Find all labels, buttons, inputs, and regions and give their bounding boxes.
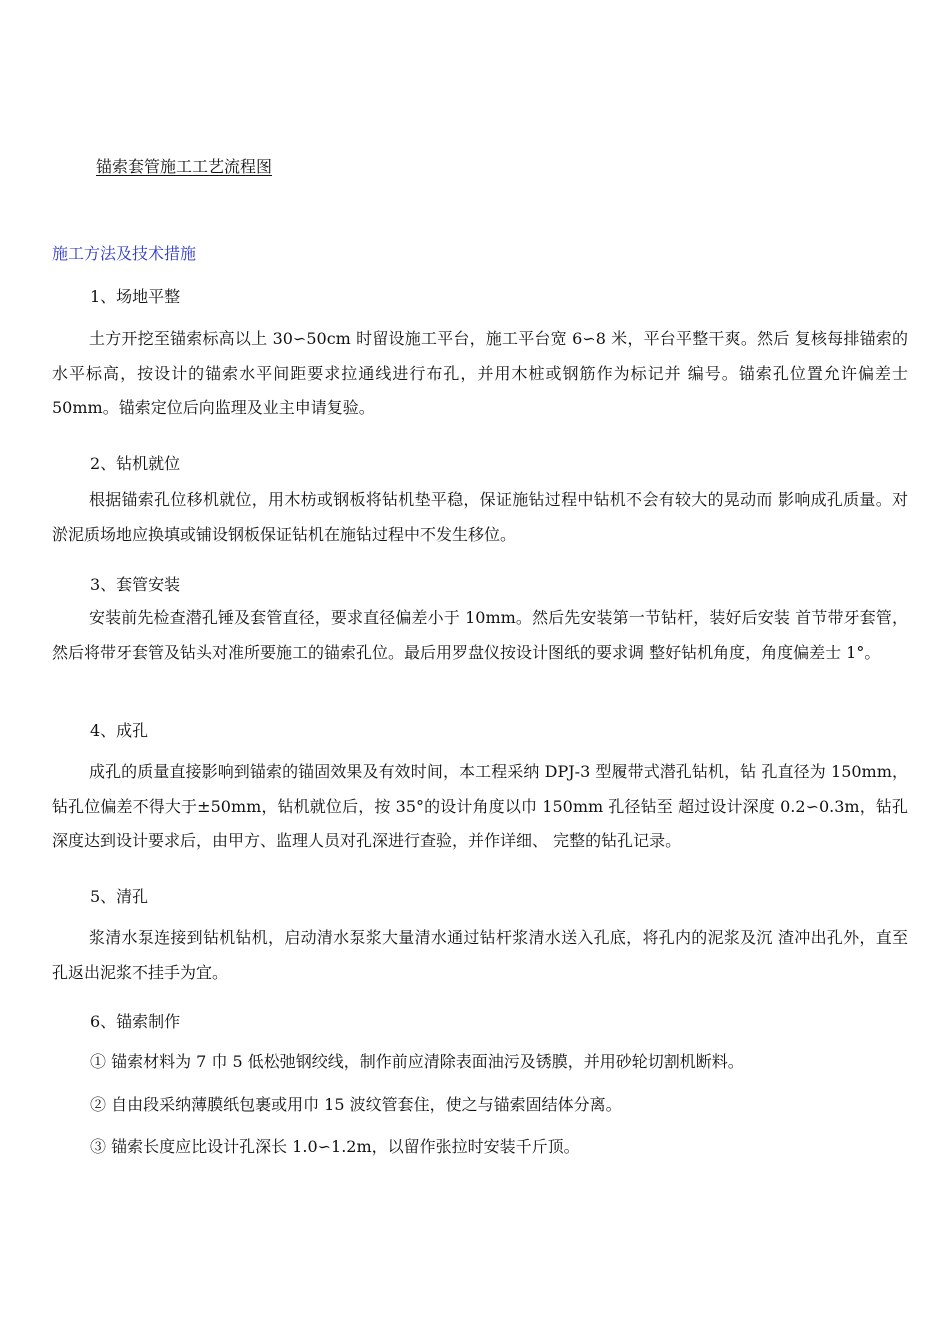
step-2-heading: 2、钻机就位 (90, 454, 181, 473)
step-6-item-3: ③ 锚索长度应比设计孔深长 1.0∽1.2m，以留作张拉时安装千斤顶。 (90, 1137, 580, 1156)
step-2-text: 根据锚索孔位移机就位，用木枋或钢板将钻机垫平稳，保证施钻过程中钻机不会有较大的晃动而 影响成孔质量。对淤泥质场地应换填或铺设钢板保证钻机在施钻过程中不发生移位。 (52, 490, 908, 544)
step-6-item-2: ② 自由段采纳薄膜纸包裹或用巾 15 波纹管套住，使之与锚索固结体分离。 (90, 1095, 622, 1114)
section-heading: 施工方法及技术措施 (52, 244, 197, 263)
step-3-heading: 3、套管安装 (90, 575, 181, 594)
step-4-heading: 4、成孔 (90, 721, 149, 740)
document-title: 锚索套管施工工艺流程图 (96, 157, 273, 176)
step-5-text: 浆清水泵连接到钻机钻机，启动清水泵浆大量清水通过钻杆浆清水送入孔底，将孔内的泥浆及沉 渣冲出孔外，直至孔返出泥浆不挂手为宜。 (52, 928, 908, 982)
step-5-heading: 5、清孔 (90, 887, 149, 906)
step-3-text: 安装前先检查潜孔锤及套管直径，要求直径偏差小于 10mm。然后先安装第一节钻杆，装好后安装 首节带牙套管，然后将带牙套管及钻头对准所要施工的锚索孔位。最后用罗盘仪按设计图纸的要求调 整好钻机角度，角度偏差士 1°。 (52, 608, 908, 662)
step-6-heading: 6、锚索制作 (90, 1012, 181, 1031)
step-1-text: 土方开挖至锚索标高以上 30∽50cm 时留设施工平台，施工平台宽 6∽8 米，平台平整干爽。然后 复核每排锚索的水平标高，按设计的锚索水平间距要求拉通线进行布孔，并用木桩或钢筋作为标记并 编号。锚索孔位置允许偏差士 50mm。锚索定位后向监理及业主申请复验。 (52, 329, 908, 417)
step-1-heading: 1、场地平整 (90, 287, 181, 306)
step-4-text: 成孔的质量直接影响到锚索的锚固效果及有效时间，本工程采纳 DPJ-3 型履带式潜孔钻机，钻 孔直径为 150mm，钻孔位偏差不得大于±50mm，钻机就位后，按 35°的设计角度以巾 150mm 孔径钻至 超过设计深度 0.2∽0.3m，钻孔深度达到设计要求后，由甲方、监理人员对孔深进行查验，并作详细、 完整的钻孔记录。 (52, 762, 908, 850)
step-6-item-1: ① 锚索材料为 7 巾 5 低松弛钢绞线，制作前应清除表面油污及锈膜，并用砂轮切割机断料。 (90, 1052, 744, 1071)
